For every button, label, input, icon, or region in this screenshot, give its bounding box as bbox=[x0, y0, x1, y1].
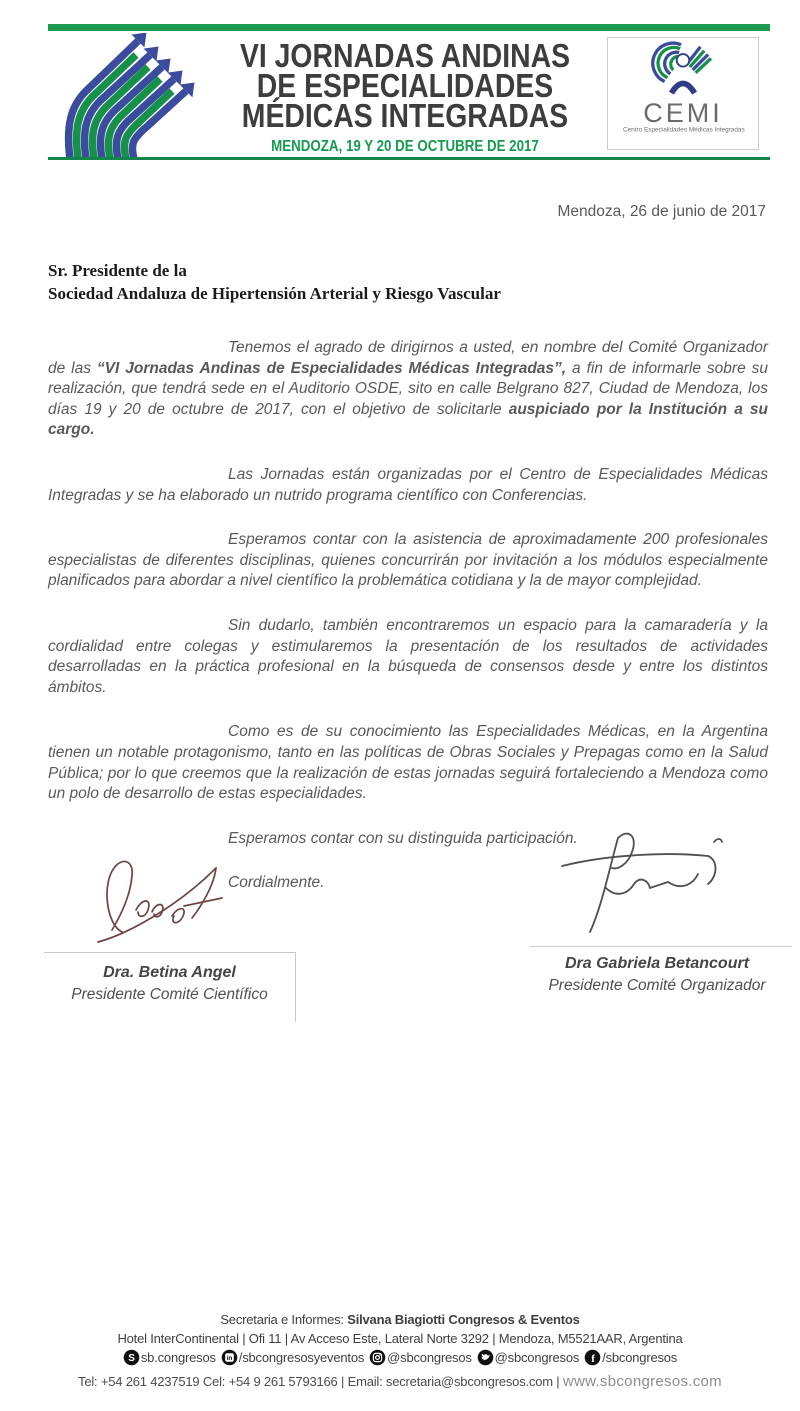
instagram-icon bbox=[369, 1349, 386, 1366]
event-date-subtitle: MENDOZA, 19 Y 20 DE OCTUBRE DE 2017 bbox=[271, 138, 539, 155]
social-instagram-handle: @sbcongresos bbox=[387, 1350, 472, 1365]
paragraph-1-bold-request: auspiciado por la Institución a su cargo. bbox=[48, 400, 768, 439]
signature-line-right bbox=[530, 946, 792, 947]
signature-block-left bbox=[44, 952, 296, 1022]
footer-website: www.sbcongresos.com bbox=[562, 1373, 722, 1390]
svg-text:S: S bbox=[128, 1353, 135, 1364]
signatory-left-name: Dra. Betina Angel bbox=[103, 964, 236, 981]
paragraph-1-text-2: a fin de informarle sobre su realización, que tendrá sede en el Auditorio OSDE, sito en calle Belgrano 827, Ciudad de Mendoza, los días 19 y 20 de octubre de 2017, con el objetivo de solicitarle bbox=[48, 359, 768, 418]
paragraph-1-bold-event-name: “VI Jornadas Andinas de Especialidades Médicas Integradas”, bbox=[96, 359, 567, 377]
cemi-tagline: Centro Especialidades Médicas Integradas bbox=[623, 126, 745, 134]
paragraph-salutation: Cordialmente. bbox=[228, 874, 325, 892]
social-linkedin-handle: /sbcongresosyeventos bbox=[238, 1350, 365, 1365]
event-title-line1: VI JORNADAS ANDINAS bbox=[239, 37, 571, 74]
signatory-right-name: Dra Gabriela Betancourt bbox=[564, 955, 750, 972]
cemi-acronym: CEMI bbox=[643, 98, 723, 128]
twitter-icon bbox=[477, 1349, 494, 1366]
paragraph-1-text: Tenemos el agrado de dirigirnos a usted, en nombre del Comité Organizador de las bbox=[48, 339, 768, 377]
cemi-logo-icon bbox=[651, 41, 715, 97]
paragraph-3: Esperamos contar con la asistencia de aproximadamente 200 profesionales especialistas de diferentes disciplinas, quienes concurrirán por invitación a los módulos especialmente planificados para abordar a nivel científico la problemática cotidiana y la de mayor complejidad. bbox=[48, 531, 768, 590]
letter-date: Mendoza, 26 de junio de 2017 bbox=[557, 203, 766, 220]
social-row bbox=[0, 1349, 800, 1366]
event-title-block bbox=[143, 37, 668, 156]
facebook-icon bbox=[584, 1349, 601, 1366]
signatory-left-title: Presidente Comité Científico bbox=[71, 986, 268, 1003]
header-top-bar bbox=[48, 24, 770, 31]
signature-betina-angel-icon bbox=[88, 846, 238, 954]
social-instagram bbox=[369, 1349, 472, 1366]
social-facebook-handle: /sbcongresos bbox=[602, 1350, 678, 1365]
footer-address-line: Hotel InterContinental | Ofi 11 | Av Acceso Este, Lateral Norte 3292 | Mendoza, M5521AAR, Argentina bbox=[117, 1331, 683, 1346]
social-twitter-handle: @sbcongresos bbox=[494, 1350, 580, 1365]
social-skype bbox=[123, 1349, 216, 1366]
cemi-logo-box bbox=[607, 37, 759, 150]
signature-block-right bbox=[512, 953, 800, 997]
social-skype-handle: sb.congresos bbox=[140, 1350, 216, 1365]
footer-secretary-line bbox=[0, 1312, 800, 1327]
signatory-right-title: Presidente Comité Organizador bbox=[548, 977, 766, 994]
addressee-line1: Sr. Presidente de la bbox=[48, 261, 187, 280]
social-facebook bbox=[584, 1349, 677, 1366]
header-divider bbox=[48, 157, 770, 160]
social-linkedin bbox=[221, 1349, 364, 1366]
social-twitter bbox=[477, 1349, 580, 1366]
addressee-line2: Sociedad Andaluza de Hipertensión Arterial y Riesgo Vascular bbox=[48, 284, 501, 303]
footer-contact-text: Tel: +54 261 4237519 Cel: +54 9 261 5793166 | Email: secretaria@sbcongresos.com | bbox=[78, 1374, 563, 1389]
svg-text:in: in bbox=[226, 1355, 232, 1362]
paragraph-5: Como es de su conocimiento las Especialidades Médicas, en la Argentina tienen un notable protagonismo, tanto en las políticas de Obras Sociales y Prepagas como en la Salud Pública; por lo que creemos que la realización de estas jornadas seguirá fortaleciendo a Mendoza como un polo de desarrollo de estas especialidades. bbox=[48, 723, 768, 803]
event-title-line3: MÉDICAS INTEGRADAS bbox=[241, 97, 569, 134]
paragraph-1 bbox=[48, 338, 768, 441]
addressee-block bbox=[48, 259, 501, 305]
footer-contact-line bbox=[0, 1373, 800, 1390]
event-title-line2: DE ESPECIALIDADES bbox=[256, 67, 554, 104]
svg-text:f: f bbox=[591, 1353, 595, 1365]
footer-secretary-label: Secretaria e Informes: bbox=[220, 1312, 348, 1327]
signature-gabriela-betancourt-icon bbox=[540, 826, 755, 944]
footer-secretary-name: Silvana Biagiotti Congresos & Eventos bbox=[347, 1312, 580, 1327]
paragraph-2: Las Jornadas están organizadas por el Centro de Especialidades Médicas Integradas y se ha elaborado un nutrido programa científico con Conferencias. bbox=[48, 465, 768, 504]
paragraph-4: Sin dudarlo, también encontraremos un espacio para la camaradería y la cordialidad entre colegas y estimularemos la presentación de los resultados de actividades desarrolladas en la práctica profesional en la búsqueda de consensos desde y entre los distintos ámbitos. bbox=[48, 616, 768, 696]
skype-icon bbox=[123, 1349, 140, 1366]
linkedin-icon bbox=[221, 1349, 238, 1366]
paragraph-closing: Esperamos contar con su distinguida participación. bbox=[228, 829, 578, 847]
